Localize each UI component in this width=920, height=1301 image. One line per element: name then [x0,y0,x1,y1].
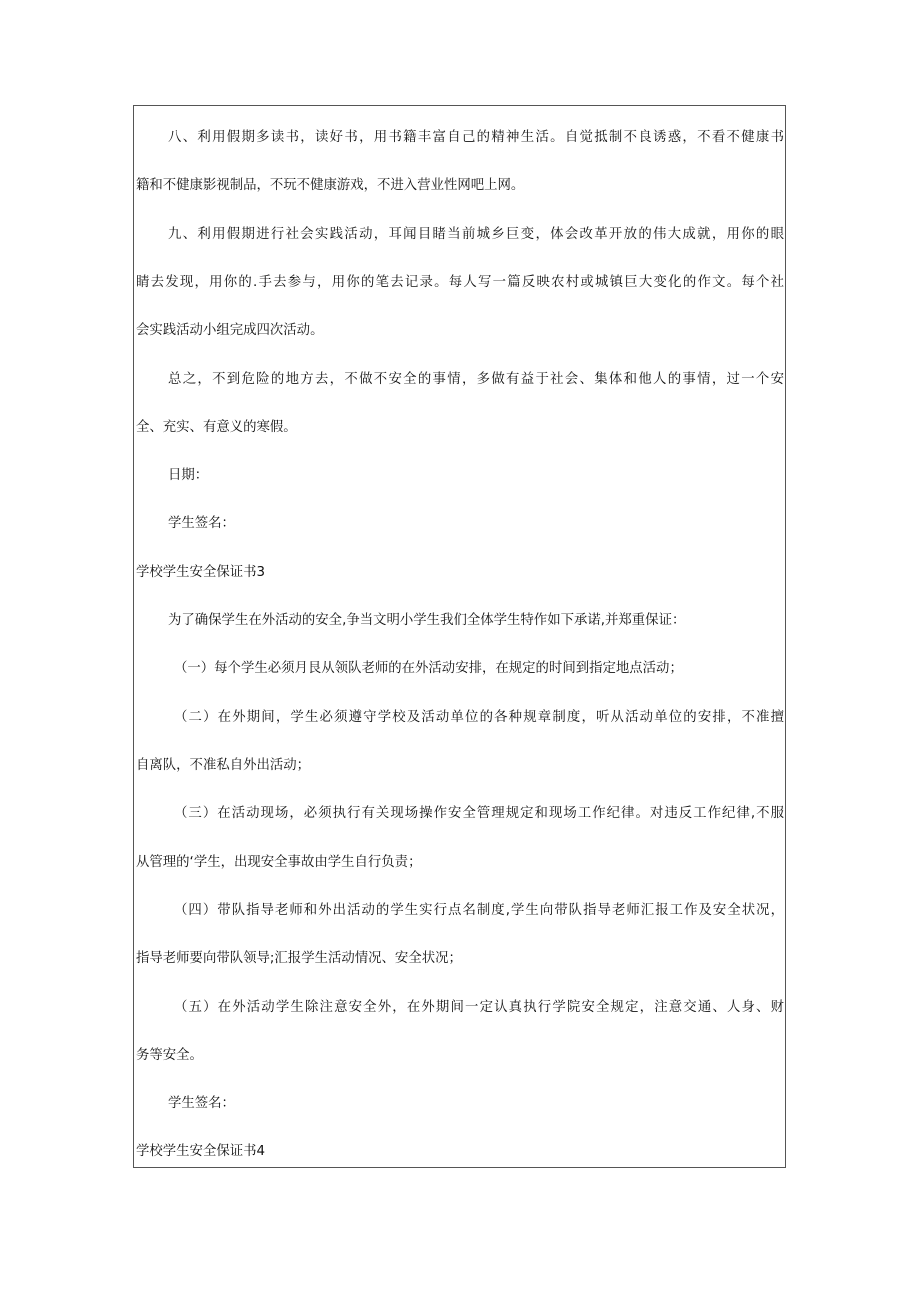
signature-label: 学生签名： [168,516,235,531]
section-heading: 学校学生安全保证书3 [136,565,266,580]
paragraph-line: 九、利用假期进行社会实践活动，耳闻目睹当前城乡巨变，体会改革开放的伟大成就，用你的眼 [168,227,784,242]
paragraph-line: 睛去发现，用你的.手去参与，用你的笔去记录。每人写一篇反映农村或城镇巨大变化的作文。每个社 [136,275,784,290]
paragraph-line: 八、利用假期多读书，读好书，用书籍丰富自己的精神生活。自觉抵制不良诱惑，不看不健康书 [168,130,784,145]
date-label: 日期： [168,468,209,483]
paragraph-line: （三）在活动现场，必须执行有关现场操作安全管理规定和现场工作纪律。对违反工作纪律,不服 [174,806,784,821]
paragraph-line: 为了确保学生在外活动的安全,争当文明小学生我们全体学生特作如下承诺,并郑重保证： [168,613,686,628]
paragraph-line: 总之，不到危险的地方去，不做不安全的事情，多做有益于社会、集体和他人的事情，过一个安 [168,372,784,387]
paragraph-line: （五）在外活动学生除注意安全外，在外期间一定认真执行学院安全规定，注意交通、人身、财 [174,1000,784,1015]
section-heading: 学校学生安全保证书4 [136,1144,266,1159]
paragraph-line: 从管理的‘学生，出现安全事故由学生自行负责； [136,855,422,870]
paragraph-line: 自离队，不准私自外出活动； [136,758,311,773]
paragraph-line: 籍和不健康影视制品，不玩不健康游戏，不进入营业性网吧上网。 [136,178,525,193]
paragraph-line: （四）带队指导老师和外出活动的学生实行点名制度,学生向带队指导老师汇报工作及安全状况， [174,903,784,918]
paragraph-line: 全、充实、有意义的寒假。 [136,420,297,435]
paragraph-line: （二）在外期间，学生必须遵守学校及活动单位的各种规章制度，听从活动单位的安排，不准擅 [174,710,784,725]
paragraph-line: （一）每个学生必须月艮从领队老师的在外活动安排，在规定的时间到指定地点活动； [174,661,683,676]
paragraph-line: 指导老师要向带队领导;汇报学生活动情况、安全状况； [136,951,462,966]
signature-label: 学生签名： [168,1096,235,1111]
paragraph-line: 会实践活动小组完成四次活动。 [136,323,324,338]
paragraph-line: 务等安全。 [136,1048,203,1063]
